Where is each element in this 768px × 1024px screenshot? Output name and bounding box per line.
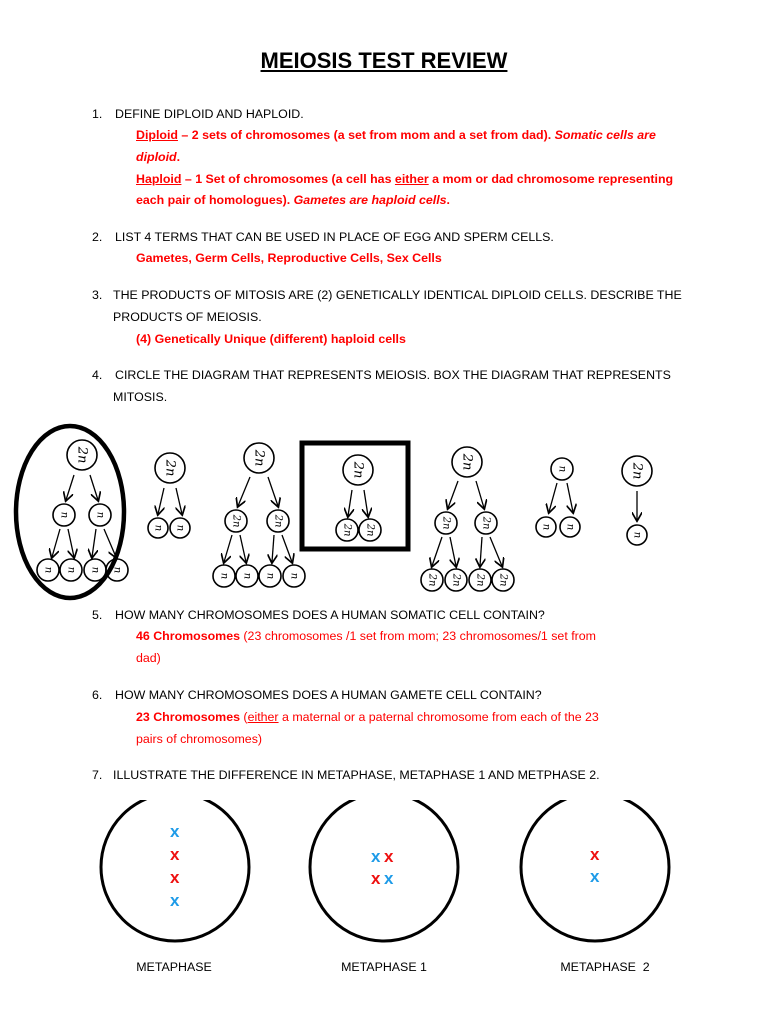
- ploidy-label: n: [174, 524, 186, 532]
- question-text: HOW MANY CHROMOSOMES DOES A HUMAN GAMETE CELL CONTAIN?: [115, 688, 542, 702]
- division-arrow: [66, 475, 74, 500]
- label-metaphase-2: METAPHASE 2: [560, 960, 650, 974]
- question-3-line2: [113, 307, 262, 328]
- answer-1-haploid-line2: [136, 190, 450, 212]
- haploid-definition-end: each pair of homologues).: [136, 193, 294, 207]
- division-arrow: [348, 490, 352, 516]
- answer-detail: (: [239, 710, 248, 724]
- ploidy-label: 2n: [230, 514, 242, 528]
- ploidy-label: 2n: [474, 573, 486, 587]
- answer-1-diploid: [136, 125, 656, 147]
- answer-1-diploid-line2: [136, 147, 180, 169]
- ploidy-label: n: [111, 566, 123, 574]
- ploidy-label: 2n: [426, 573, 438, 587]
- haploid-definition-cont: a mom or dad chromosome representing: [428, 172, 674, 186]
- ploidy-label: n: [65, 566, 77, 574]
- division-arrow: [364, 490, 368, 516]
- ploidy-label: 2n: [272, 514, 284, 528]
- ploidy-label: n: [94, 511, 106, 519]
- label-metaphase-1: METAPHASE 1: [341, 960, 427, 974]
- diploid-note: Somatic cells are: [554, 128, 656, 142]
- division-arrow: [224, 535, 232, 562]
- chromosome-mark-blue: x: [170, 891, 180, 910]
- haploid-note: Gametes are haploid cells: [293, 193, 447, 207]
- ploidy-label: n: [631, 531, 643, 539]
- ploidy-label: n: [288, 572, 300, 580]
- ploidy-label: n: [241, 572, 253, 580]
- question-number: 6.: [92, 688, 103, 702]
- mitosis-box-mark: [302, 443, 408, 549]
- division-arrow: [432, 537, 442, 566]
- ploidy-label: n: [564, 523, 576, 531]
- ploidy-label: n: [540, 523, 552, 531]
- division-arrow: [549, 483, 557, 512]
- answer-5: [136, 626, 596, 648]
- question-number: 3.: [92, 288, 103, 302]
- period: .: [446, 193, 450, 207]
- term-haploid: Haploid: [136, 172, 182, 186]
- term-diploid: Diploid: [136, 128, 178, 142]
- answer-1-haploid: [136, 169, 673, 191]
- question-number: 1.: [92, 107, 103, 121]
- either-word: either: [247, 710, 279, 724]
- division-arrow: [268, 477, 278, 506]
- label-metaphase: METAPHASE: [136, 960, 212, 974]
- chromosome-mark-red: x: [170, 868, 180, 887]
- answer-detail-cont: a maternal or a paternal chromosome from each of the 23: [278, 710, 599, 724]
- question-text: PRODUCTS OF MEIOSIS.: [113, 310, 262, 324]
- answer-2: Gametes, Germ Cells, Reproductive Cells, Sex Cells: [136, 251, 442, 265]
- ploidy-label: 2n: [497, 573, 509, 587]
- question-text: HOW MANY CHROMOSOMES DOES A HUMAN SOMATIC CELL CONTAIN?: [115, 608, 545, 622]
- chromosome-mark-red: x: [384, 847, 394, 866]
- division-arrow: [52, 529, 60, 557]
- chromosome-mark-blue: x: [590, 867, 600, 886]
- division-arrow: [90, 475, 98, 500]
- division-arrow: [158, 488, 164, 514]
- question-number: 2.: [92, 230, 103, 244]
- division-arrow: [238, 477, 250, 506]
- ploidy-label: 2n: [459, 453, 475, 471]
- ploidy-label: n: [556, 465, 568, 473]
- division-arrow: [480, 537, 482, 566]
- haploid-definition: – 1 Set of chromosomes (a cell has: [181, 172, 395, 186]
- ploidy-label: n: [89, 566, 101, 574]
- question-text: ILLUSTRATE THE DIFFERENCE IN METAPHASE, METAPHASE 1 AND METPHASE 2.: [113, 768, 600, 782]
- division-arrow: [92, 529, 96, 557]
- ploidy-label: 2n: [440, 516, 452, 530]
- answer-6-line2: pairs of chromosomes): [136, 732, 263, 746]
- ploidy-label: n: [218, 572, 230, 580]
- division-arrow: [104, 529, 116, 557]
- question-text: LIST 4 TERMS THAT CAN BE USED IN PLACE OF EGG AND SPERM CELLS.: [115, 230, 554, 244]
- question-text: DEFINE DIPLOID AND HAPLOID.: [115, 107, 304, 121]
- answer-6: [136, 707, 599, 729]
- ploidy-label: n: [42, 566, 54, 574]
- diploid-definition: – 2 sets of chromosomes (a set from mom and a set from dad).: [177, 128, 555, 142]
- answer-detail: (23 chromosomes /1 set from mom; 23 chromosomes/1 set from: [239, 629, 596, 643]
- answer-bold: 46 Chromosomes: [136, 629, 240, 643]
- ploidy-label: 2n: [480, 516, 492, 530]
- ploidy-label: n: [58, 511, 70, 519]
- ploidy-label: 2n: [350, 461, 366, 479]
- question-4-line2: [113, 387, 167, 408]
- division-arrow: [490, 537, 502, 566]
- period: .: [176, 150, 181, 164]
- chromosome-mark-blue: x: [170, 822, 180, 841]
- ploidy-label: 2n: [74, 446, 90, 464]
- division-arrow: [272, 535, 274, 562]
- division-arrow: [68, 529, 74, 557]
- question-number: 5.: [92, 608, 103, 622]
- ploidy-label: 2n: [629, 462, 645, 480]
- ploidy-label: n: [264, 572, 276, 580]
- division-arrow: [450, 537, 456, 566]
- question-number: 4.: [92, 368, 103, 382]
- answer-3: (4) Genetically Unique (different) haploid cells: [136, 332, 406, 346]
- ploidy-label: 2n: [251, 449, 267, 467]
- division-arrow: [240, 535, 246, 562]
- division-arrow: [176, 488, 182, 514]
- ploidy-label: 2n: [364, 523, 376, 537]
- ploidy-label: 2n: [450, 573, 462, 587]
- ploidy-label: 2n: [341, 523, 353, 537]
- question-text: THE PRODUCTS OF MITOSIS ARE (2) GENETICALLY IDENTICAL DIPLOID CELLS. DESCRIBE THE: [113, 288, 682, 302]
- division-arrow: [448, 481, 458, 508]
- chromosome-mark-red: x: [371, 869, 381, 888]
- division-arrow: [282, 535, 292, 562]
- division-arrow: [476, 481, 484, 508]
- chromosome-mark-blue: x: [384, 869, 394, 888]
- chromosome-mark-blue: x: [371, 847, 381, 866]
- chromosome-mark-red: x: [170, 845, 180, 864]
- either-word: either: [394, 172, 429, 186]
- diploid-note-cont: diploid: [136, 150, 177, 164]
- question-text: CIRCLE THE DIAGRAM THAT REPRESENTS MEIOSIS. BOX THE DIAGRAM THAT REPRESENTS: [115, 368, 671, 382]
- question-text: MITOSIS.: [113, 390, 168, 404]
- ploidy-label: n: [152, 524, 164, 532]
- answer-bold: 23 Chromosomes: [136, 710, 240, 724]
- division-arrow: [567, 483, 573, 512]
- chromosome-mark-red: x: [590, 845, 600, 864]
- cell-division-diagrams: [0, 420, 768, 620]
- answer-5-line2: dad): [136, 651, 161, 665]
- page-title: MEIOSIS TEST REVIEW: [260, 48, 508, 73]
- question-number: 7.: [92, 768, 103, 782]
- ploidy-label: 2n: [162, 459, 178, 477]
